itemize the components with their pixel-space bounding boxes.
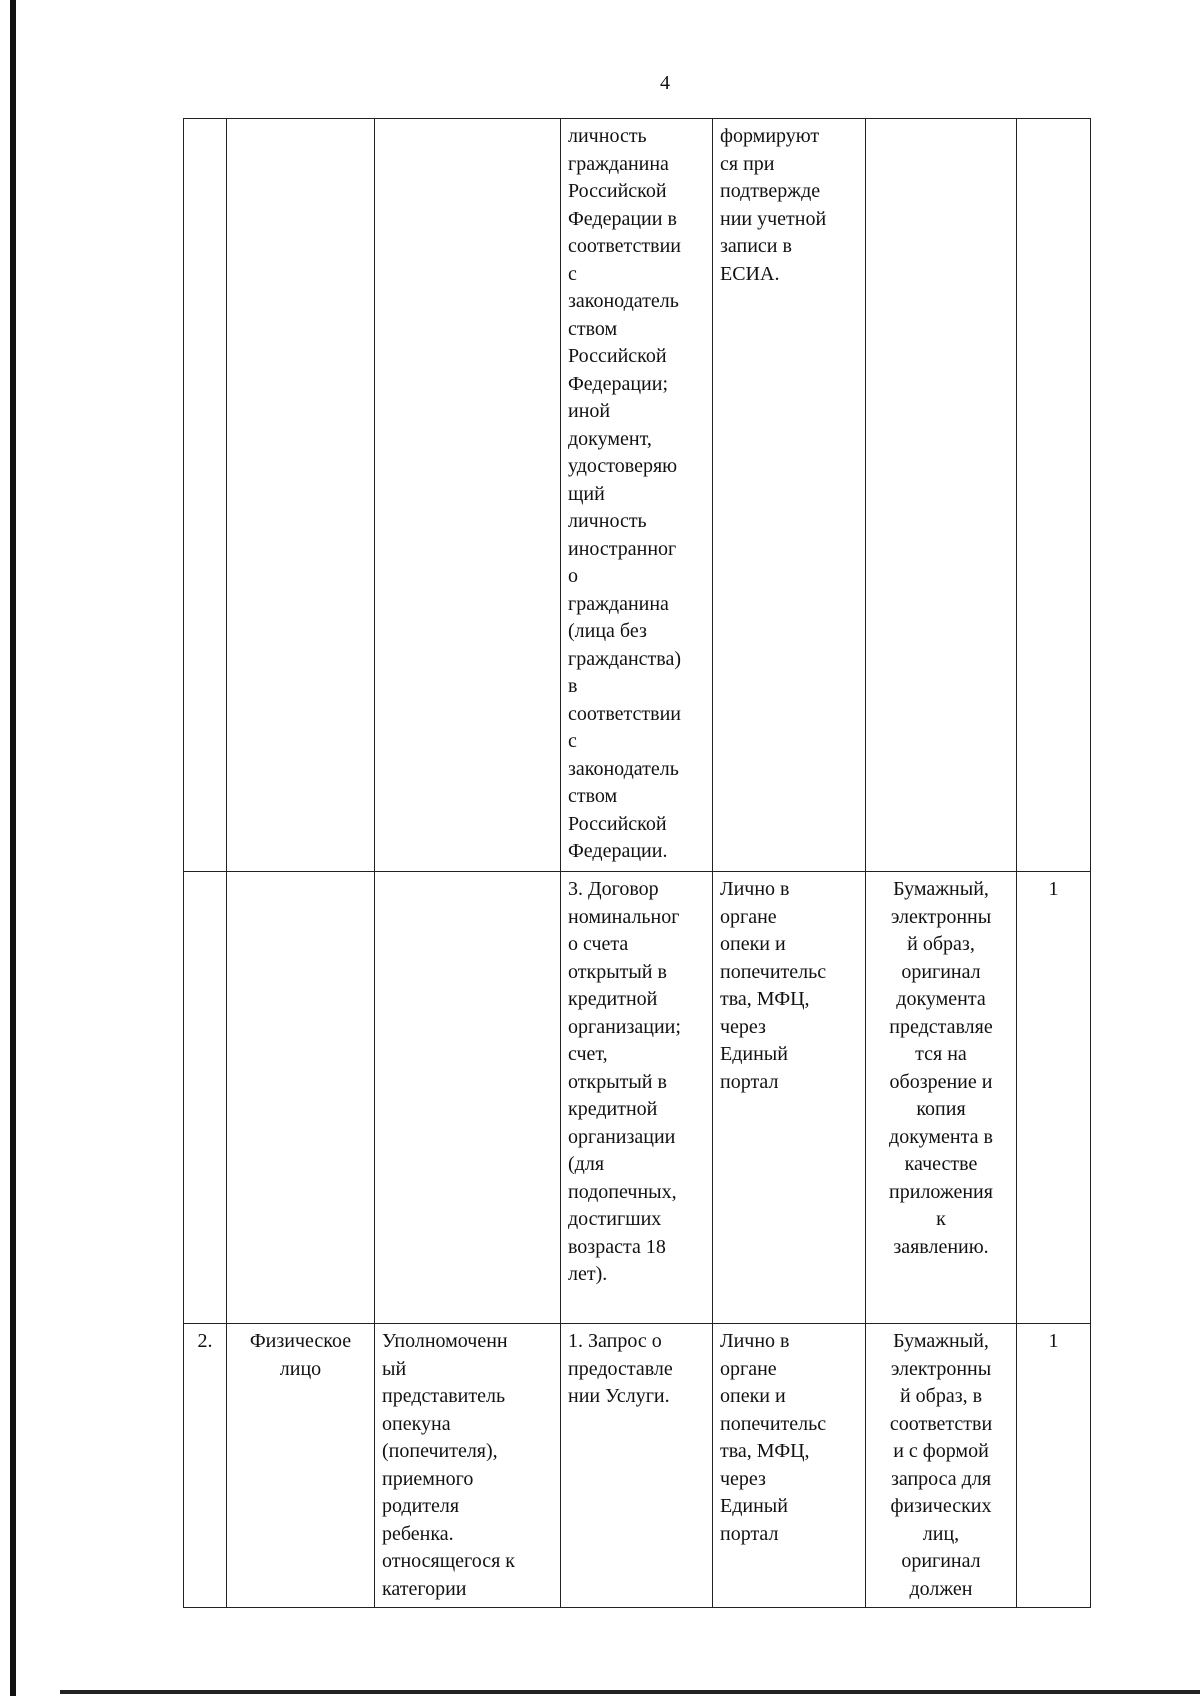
cell-representative <box>375 119 561 872</box>
cell-applicant: Физическое лицо <box>227 1324 375 1608</box>
cell-document: 3. Договор номинальног о счета открытый в кредитной организации; счет, открытый в кредитной организации (для подопечных, достигших возраста 18 лет). <box>561 872 713 1324</box>
cell-applicant <box>227 872 375 1324</box>
cell-submission: Лично в органе опеки и попечительс тва, МФЦ, через Единый портал <box>713 1324 866 1608</box>
cell-document: личность гражданина Российской Федерации в соответствии с законодатель ством Российской Федерации; иной документ, удостоверяю щий личность иностранног о гражданина (лица без гражданства) в соответствии с законодатель ством Российской Федерации. <box>561 119 713 872</box>
cell-number <box>184 872 227 1324</box>
cell-form: Бумажный, электронны й образ, в соответстви и с формой запроса для физических лиц, оригинал должен <box>866 1324 1017 1608</box>
cell-number <box>184 119 227 872</box>
cell-document: 1. Запрос о предоставле нии Услуги. <box>561 1324 713 1608</box>
page-number: 4 <box>660 72 670 94</box>
table-row <box>184 872 1091 1324</box>
table-row <box>184 119 1091 872</box>
cell-count <box>1017 119 1091 872</box>
scan-bottom-edge <box>60 1690 1200 1694</box>
cell-count: 1 <box>1017 1324 1091 1608</box>
cell-form <box>866 119 1017 872</box>
cell-applicant <box>227 119 375 872</box>
cell-submission: формируют ся при подтвержде нии учетной записи в ЕСИА. <box>713 119 866 872</box>
scan-left-edge <box>10 0 16 1696</box>
cell-representative <box>375 872 561 1324</box>
cell-representative: Уполномоченн ый представитель опекуна (попечителя), приемного родителя ребенка. относящегося к категории <box>375 1324 561 1608</box>
cell-submission: Лично в органе опеки и попечительс тва, МФЦ, через Единый портал <box>713 872 866 1324</box>
cell-number: 2. <box>184 1324 227 1608</box>
documents-table <box>183 118 1091 1608</box>
table-row <box>184 1324 1091 1608</box>
cell-count: 1 <box>1017 872 1091 1324</box>
cell-form: Бумажный, электронны й образ, оригинал документа представляе тся на обозрение и копия документа в качестве приложения к заявлению. <box>866 872 1017 1324</box>
